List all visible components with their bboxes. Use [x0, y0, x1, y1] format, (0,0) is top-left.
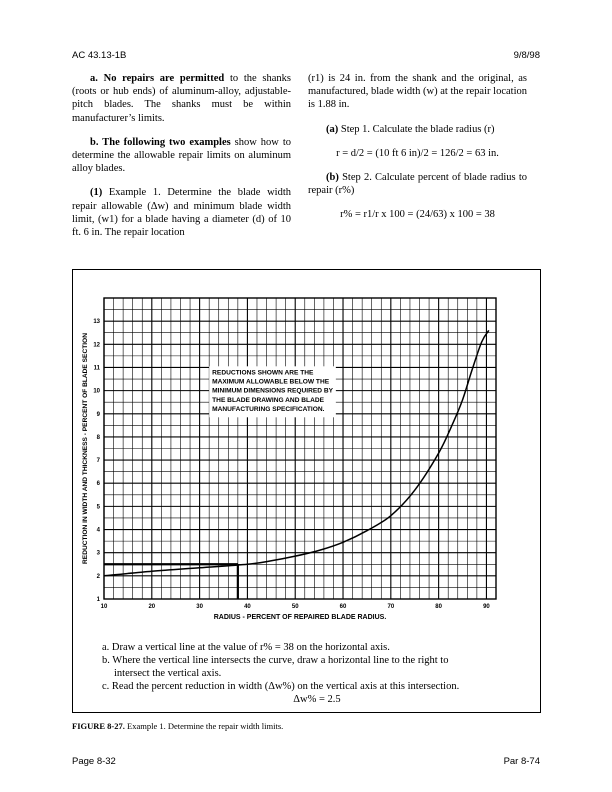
y-tick-label: 6 [96, 481, 100, 488]
annotation-text-line: MINIMUM DIMENSIONS REQUIRED BY [212, 387, 334, 395]
annotation-text-line: MAXIMUM ALLOWABLE BELOW THE [212, 378, 330, 386]
annotation-text-line: MANUFACTURING SPECIFICATION. [212, 406, 325, 414]
y-tick-label: 2 [96, 573, 100, 580]
footer-page: Page 8-32 [72, 756, 116, 767]
y-tick-label: 5 [96, 504, 100, 511]
y-tick-label: 12 [93, 342, 100, 349]
paragraph-a: a. No repairs are permitted to the shanks (roots or hub ends) of aluminum-alloy, adjustable-pitch blades. The shanks must be within manufacturer’s limits. [72, 73, 292, 124]
y-tick-label: 7 [96, 458, 100, 465]
x-tick-label: 80 [435, 604, 442, 610]
x-tick-label: 30 [196, 604, 203, 610]
annotation-text-line: THE BLADE DRAWING AND BLADE [212, 396, 325, 404]
step-2: (b) Step 2. Calculate percent of blade radius to repair (r%) [308, 172, 527, 197]
x-tick-label: 50 [291, 604, 299, 610]
y-tick-label: 10 [93, 388, 100, 395]
y-tick-label: 13 [93, 319, 100, 326]
equation-1: r = d/2 = (10 ft 6 in)/2 = 126/2 = 63 in. [336, 147, 499, 159]
repair-limit-chart [72, 269, 541, 639]
x-tick-label: 60 [339, 604, 347, 610]
y-tick-label: 1 [96, 597, 100, 603]
note-b: b. Where the vertical line intersects the curve, draw a horizontal line to the right to [102, 655, 449, 666]
annotation-text-line: REDUCTIONS SHOWN ARE THE [212, 369, 314, 377]
x-axis-label: RADIUS - PERCENT OF REPAIRED BLADE RADIUS. [213, 614, 387, 621]
footer-paragraph: Par 8-74 [503, 756, 540, 767]
figure-notes [102, 641, 532, 706]
y-tick-label: 9 [96, 411, 100, 418]
y-axis-label: REDUCTION IN WIDTH AND THICKNESS - PERCENT OF BLADE SECTION [82, 333, 89, 564]
header-doc-id: AC 43.13-1B [72, 50, 127, 61]
figure-caption: FIGURE 8-27. Example 1. Determine the repair width limits. [72, 721, 284, 731]
right-column [308, 72, 527, 233]
y-tick-label: 3 [96, 550, 100, 557]
paragraph-1: (1) Example 1. Determine the blade width repair allowable (Δw) and minimum blade width limit, (w1) for a blade having a diameter (d) of 10 ft. 6 in. The repair location [72, 187, 291, 239]
note-c: c. Read the percent reduction in width (Δw%) on the vertical axis at this intersection. [102, 681, 460, 692]
x-tick-label: 70 [387, 604, 395, 610]
header-date: 9/8/98 [513, 50, 540, 61]
note-a: a. Draw a vertical line at the value of r% = 38 on the horizontal axis. [102, 642, 390, 653]
x-tick-label: 90 [483, 604, 490, 610]
left-column [72, 72, 291, 250]
x-tick-label: 10 [100, 604, 108, 610]
paragraph-b: b. The following two examples show how to determine the allowable repair limits on aluminum alloy blades. [72, 136, 291, 175]
x-tick-label: 40 [244, 604, 251, 610]
x-tick-label: 20 [148, 604, 156, 610]
note-b-continued: intersect the vertical axis. [114, 668, 222, 679]
y-tick-label: 11 [93, 365, 100, 372]
note-result: Δw% = 2.5 [293, 694, 341, 705]
y-tick-label: 4 [96, 527, 100, 534]
paragraph-continuation: (r1) is 24 in. from the shank and the original, as manufactured, blade width (w) at the repair location is 1.88 in. [308, 73, 527, 111]
y-tick-label: 8 [96, 434, 100, 441]
equation-2: r% = r1/r x 100 = (24/63) x 100 = 38 [340, 209, 495, 221]
step-1: (a) Step 1. Calculate the blade radius (r) [326, 123, 495, 135]
